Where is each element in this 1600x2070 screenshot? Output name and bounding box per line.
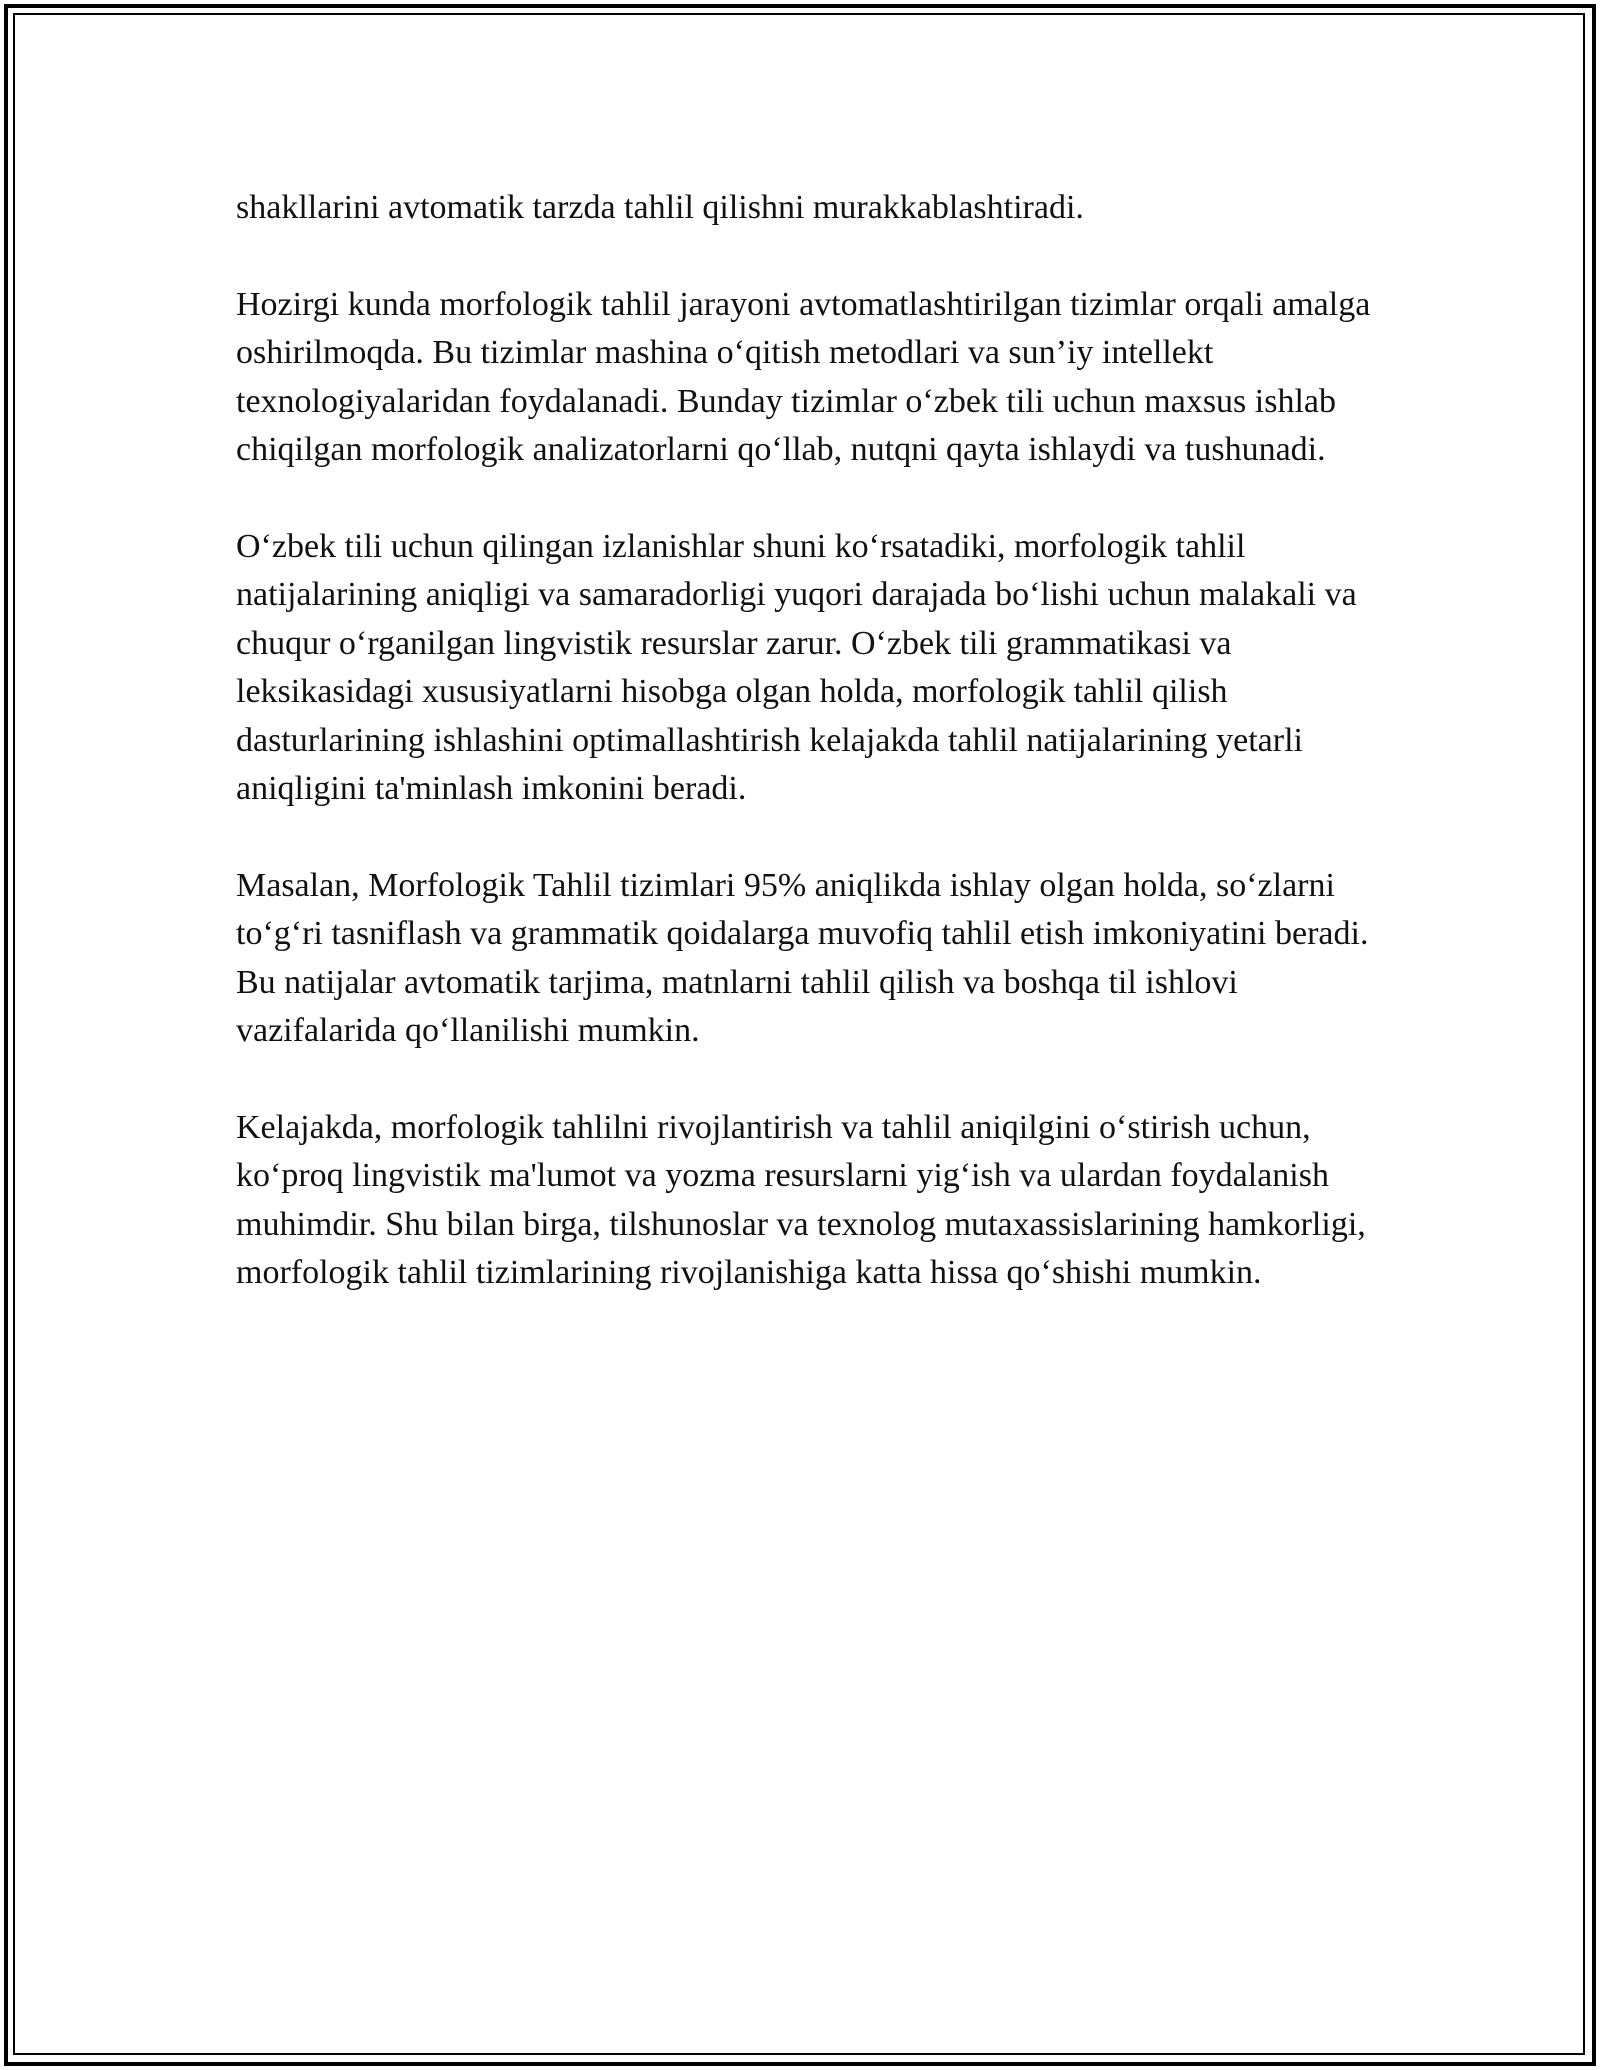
paragraph-3: O‘zbek tili uchun qilingan izlanishlar shuni ko‘rsatadiki, morfologik tahlil natijalarining aniqligi va samaradorligi yuqori darajada bo‘lishi uchun malakali va chuqur o‘rganilgan lingvistik resurslar zarur. O‘zbek tili grammatikasi va leksikasidagi xususiyatlarni hisobga olgan holda, morfologik tahlil qilish dasturlarining ishlashini optimallashtirish kelajakda tahlil natijalarining yetarli aniqligini ta'minlash imkonini beradi. <box>236 527 1357 807</box>
paragraph-2: Hozirgi kunda morfologik tahlil jarayoni avtomatlashtirilgan tizimlar orqali amalga oshirilmoqda. Bu tizimlar mashina o‘qitish metodlari va sun’iy intellekt texnologiyalaridan foydalanadi. Bunday tizimlar o‘zbek tili uchun maxsus ishlab chiqilgan morfologik analizatorlarni qo‘llab, nutqni qayta ishlaydi va tushunadi. <box>236 285 1371 468</box>
paragraph-1: shakllarini avtomatik tarzda tahlil qilishni murakkablashtiradi. <box>236 189 1084 226</box>
paragraph-4: Masalan, Morfologik Tahlil tizimlari 95% aniqlikda ishlay olgan holda, so‘zlarni to‘g‘ri tasniflash va grammatik qoidalarga muvofiq tahlil etish imkoniyatini beradi. Bu natijalar avtomatik tarjima, matnlarni tahlil qilish va boshqa til ishlovi vazifalarida qo‘llanilishi mumkin. <box>236 866 1369 1049</box>
paragraph-5: Kelajakda, morfologik tahlilni rivojlantirish va tahlil aniqilgini o‘stirish uchun, ko‘proq lingvistik ma'lumot va yozma resurslarni yig‘ish va ulardan foydalanish muhimdir. Shu bilan birga, tilshunoslar va texnolog mutaxassislarining hamkorligi, morfologik tahlil tizimlarining rivojlanishiga katta hissa qo‘shishi mumkin. <box>236 1108 1366 1291</box>
document-body <box>236 184 1386 1346</box>
